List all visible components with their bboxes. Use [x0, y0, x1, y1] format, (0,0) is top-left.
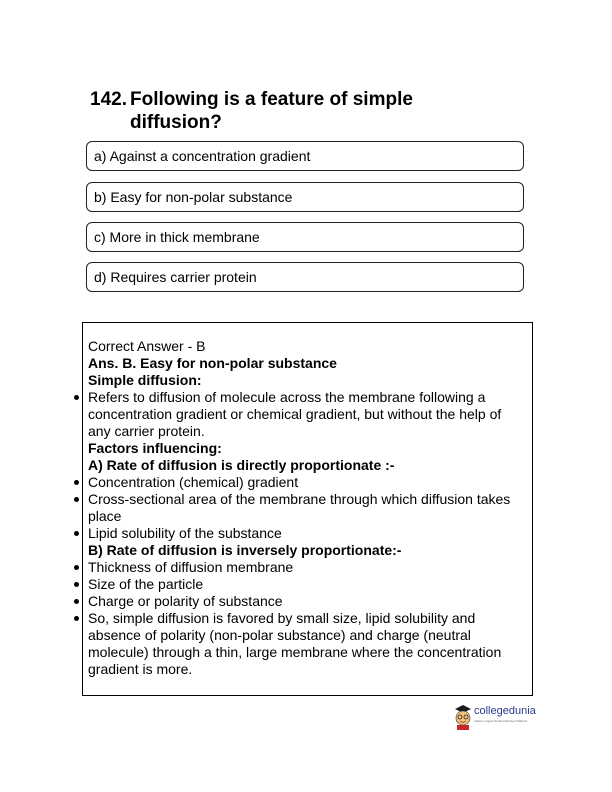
bullet-icon: [74, 497, 79, 502]
mascot-icon: [452, 704, 474, 730]
list-item: Cross-sectional area of the membrane through which diffusion takes place: [88, 491, 523, 525]
bullet-icon: [74, 616, 79, 621]
collegedunia-logo: [452, 704, 562, 730]
bullet-icon: [74, 531, 79, 536]
bullet-icon: [74, 480, 79, 485]
question-text-line2: diffusion?: [130, 112, 222, 133]
list-item: Charge or polarity of substance: [88, 593, 523, 610]
question-number: 142.: [90, 89, 127, 110]
option-d[interactable]: d) Requires carrier protein: [86, 262, 524, 292]
direct-heading: A) Rate of diffusion is directly proportionate :-: [88, 457, 395, 473]
option-a[interactable]: a) Against a concentration gradient: [86, 141, 524, 171]
list-item: So, simple diffusion is favored by small size, lipid solubility and absence of polarity (non-polar substance) and charge (neutral molecule) through a thin, large membrane where the concentration gradient is more.: [88, 610, 523, 678]
logo-name: collegedunia: [474, 705, 536, 717]
simple-diffusion-list: [88, 389, 523, 440]
inverse-heading: B) Rate of diffusion is inversely proportionate:-: [88, 542, 402, 558]
list-item: Lipid solubility of the substance: [88, 525, 523, 542]
bullet-icon: [74, 395, 79, 400]
simple-diffusion-heading: Simple diffusion:: [88, 372, 202, 388]
correct-answer: Correct Answer - B: [88, 338, 206, 354]
direct-factors-list: [88, 474, 523, 542]
list-item: Refers to diffusion of molecule across the membrane following a concentration gradient or chemical gradient, but without the help of any carrier protein.: [88, 389, 523, 440]
bullet-icon: [74, 599, 79, 604]
bullet-icon: [74, 582, 79, 587]
logo-tagline: India's Largest Student Review Platform: [474, 719, 528, 723]
list-item: Thickness of diffusion membrane: [88, 559, 523, 576]
answer-box: [82, 322, 533, 696]
inverse-factors-list: [88, 559, 523, 678]
question-heading: [90, 88, 510, 134]
option-c[interactable]: c) More in thick membrane: [86, 222, 524, 252]
list-item: Concentration (chemical) gradient: [88, 474, 523, 491]
question-text-line1: Following is a feature of simple: [130, 89, 413, 110]
answer-explanation-title: Ans. B. Easy for non-polar substance: [88, 355, 337, 371]
option-b[interactable]: b) Easy for non-polar substance: [86, 182, 524, 212]
bullet-icon: [74, 565, 79, 570]
factors-heading: Factors influencing:: [88, 440, 222, 456]
list-item: Size of the particle: [88, 576, 523, 593]
